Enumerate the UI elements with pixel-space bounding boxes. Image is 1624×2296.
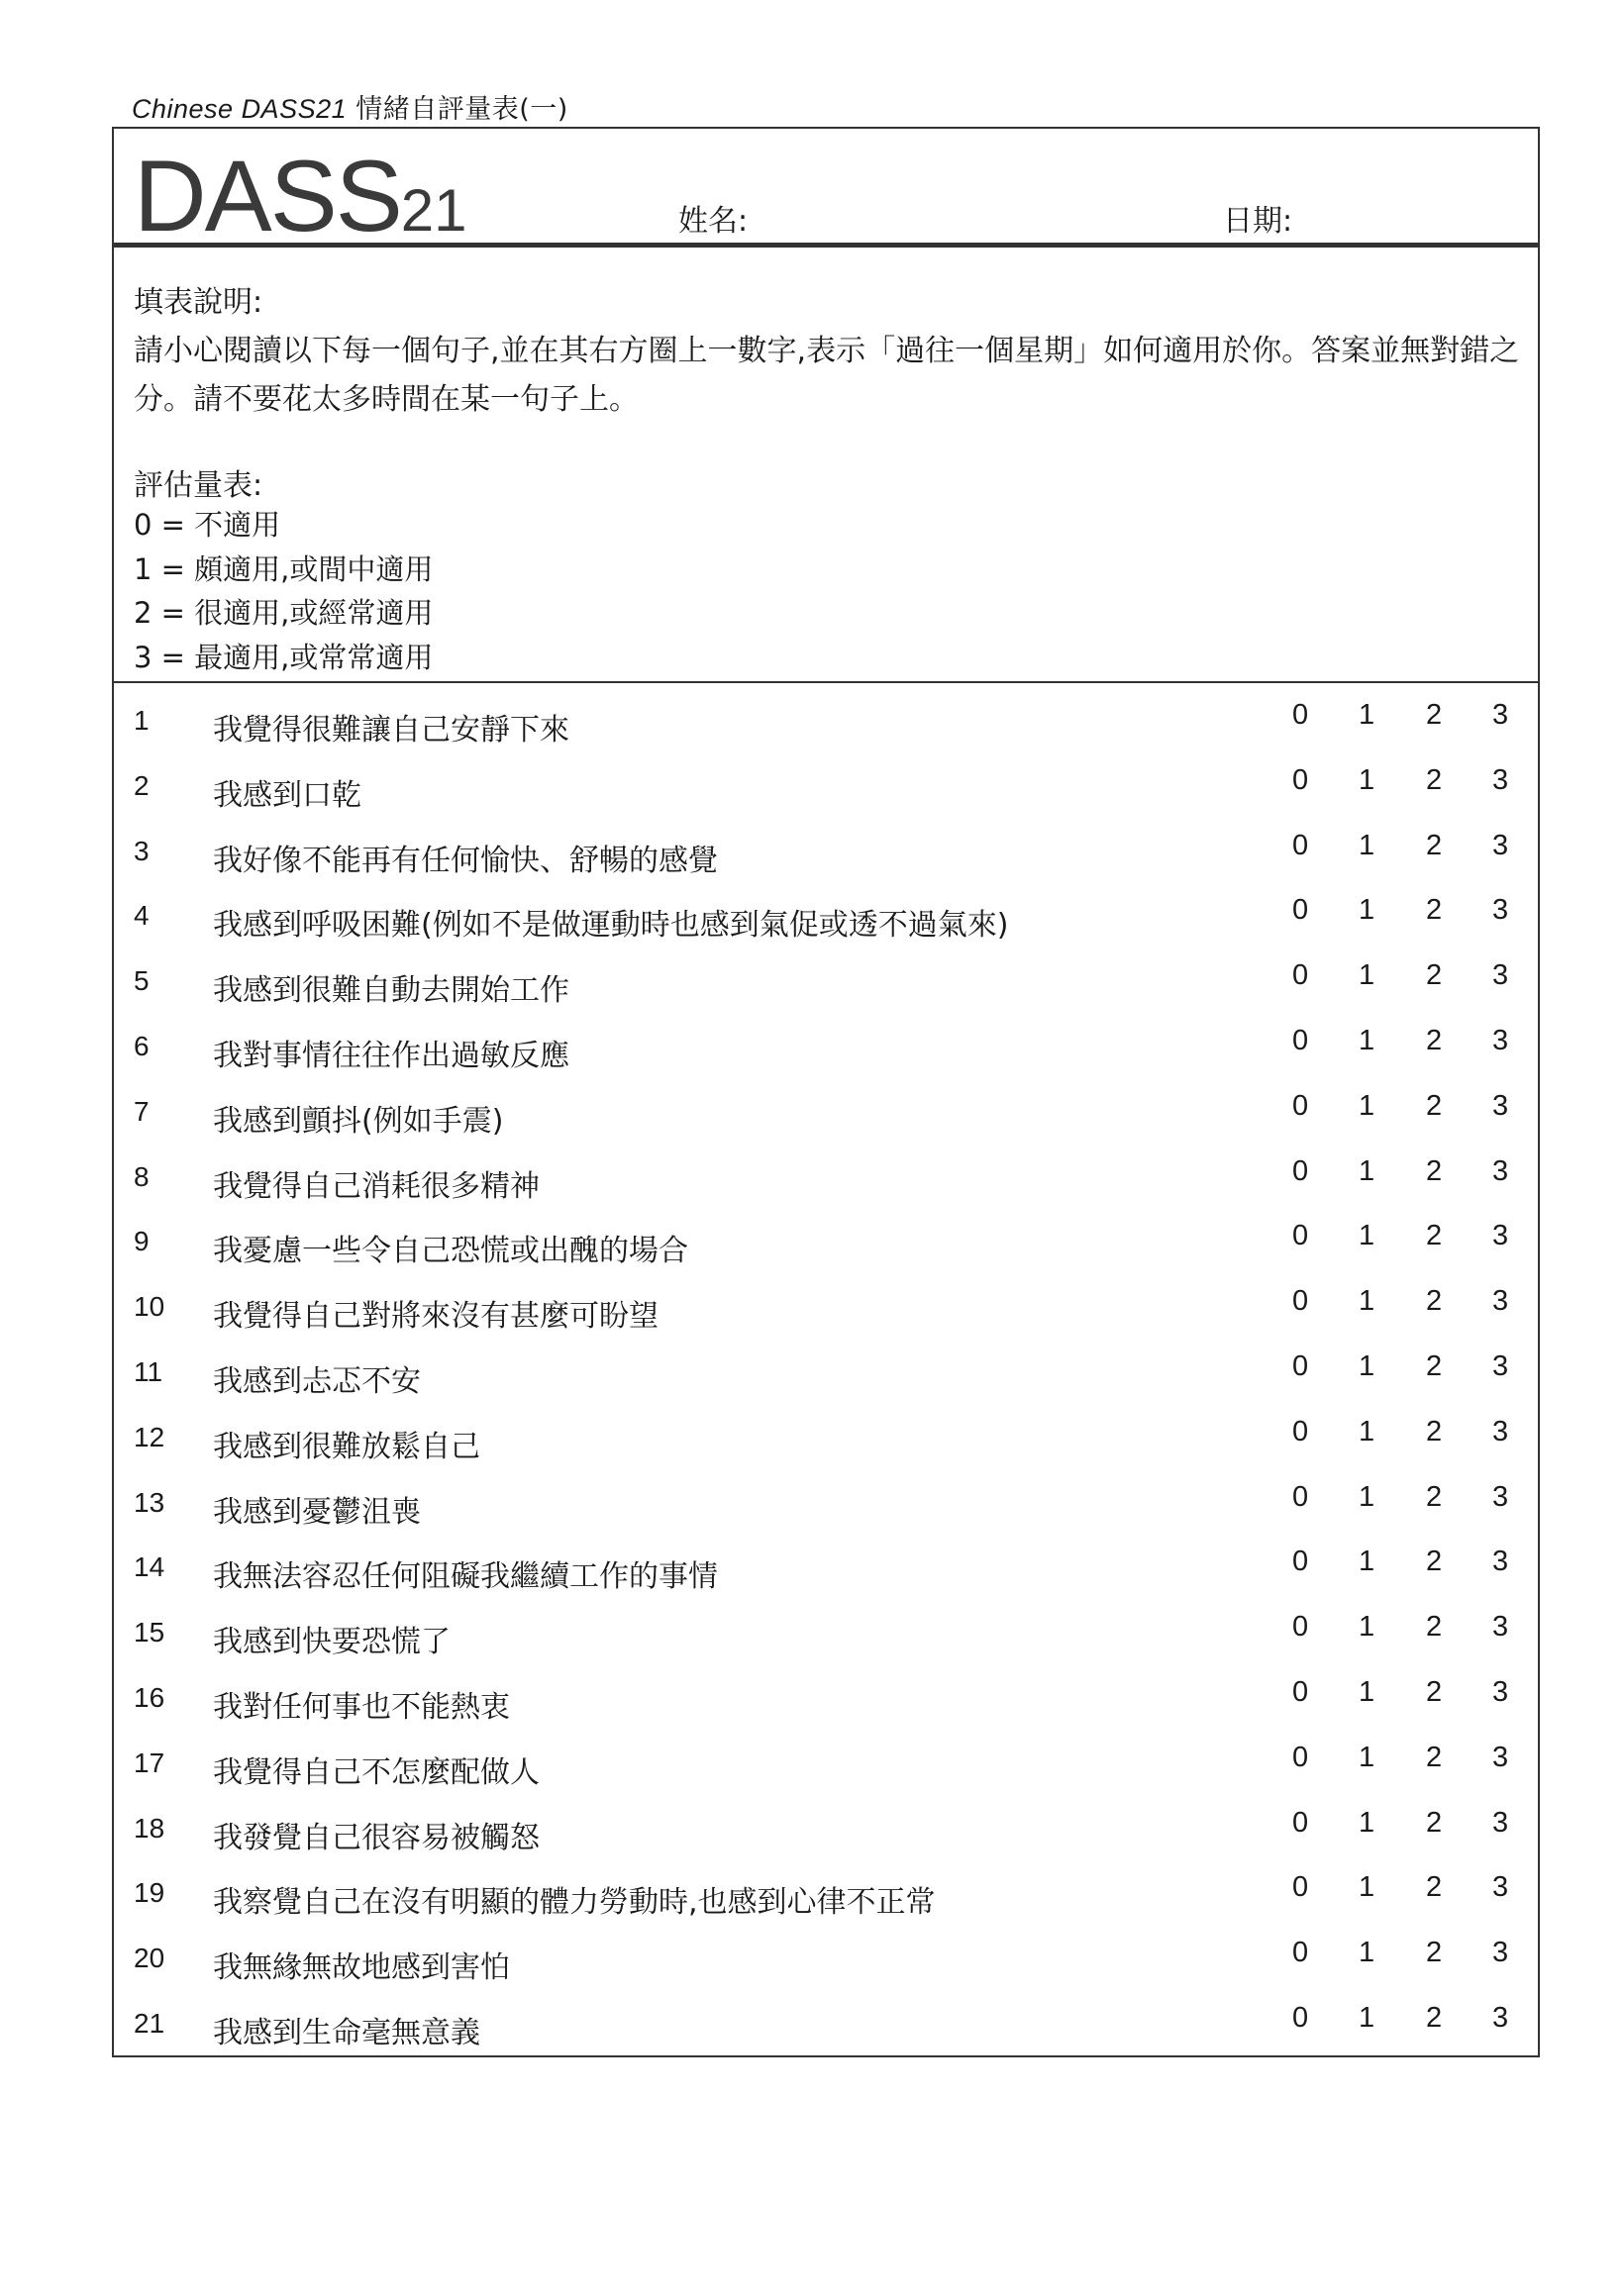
question-row: [114, 1741, 1538, 1813]
question-number: 19: [134, 1877, 165, 1909]
question-text: 我對任何事也不能熱衷: [213, 1689, 510, 1725]
rating-option-2[interactable]: 2: [1426, 1871, 1443, 1904]
question-text: 我無法容忍任何阻礙我繼續工作的事情: [213, 1559, 718, 1595]
question-number: 12: [134, 1421, 165, 1452]
question-row: [114, 1937, 1538, 2008]
rating-option-0[interactable]: 0: [1292, 1611, 1309, 1644]
rating-option-1[interactable]: 1: [1359, 1937, 1375, 1969]
rating-option-3[interactable]: 3: [1492, 1611, 1509, 1644]
rating-scale-heading: 評估量表:: [134, 468, 263, 503]
rating-option-3[interactable]: 3: [1492, 2001, 1509, 2034]
rating-option-0[interactable]: 0: [1292, 1089, 1309, 1122]
rating-option-0[interactable]: 0: [1292, 2001, 1309, 2034]
question-text: 我感到快要恐慌了: [213, 1625, 451, 1660]
rating-option-3[interactable]: 3: [1492, 699, 1509, 731]
question-number: 18: [134, 1812, 165, 1844]
rating-option-1[interactable]: 1: [1359, 763, 1375, 796]
question-row: [114, 2001, 1538, 2073]
rating-scale-level: 1 = 頗適用,或間中適用: [134, 551, 434, 586]
question-row: [114, 1871, 1538, 1943]
rating-option-3[interactable]: 3: [1492, 1285, 1509, 1318]
rating-scale-level: 0 = 不適用: [134, 508, 281, 542]
rating-option-2[interactable]: 2: [1426, 1154, 1443, 1187]
rating-option-0[interactable]: 0: [1292, 1546, 1309, 1578]
document-title-chinese: 情緒自評量表(一): [355, 94, 568, 125]
rating-option-2[interactable]: 2: [1426, 1220, 1443, 1252]
rating-option-1[interactable]: 1: [1359, 959, 1375, 992]
question-row: [114, 1220, 1538, 1291]
question-row: [114, 1285, 1538, 1356]
questionnaire-form: [112, 127, 1540, 2057]
question-number: 16: [134, 1681, 165, 1713]
form-header: [114, 129, 1538, 252]
rating-option-0[interactable]: 0: [1292, 1415, 1309, 1447]
rating-option-0[interactable]: 0: [1292, 1154, 1309, 1187]
rating-option-0[interactable]: 0: [1292, 829, 1309, 861]
instructions-section: [114, 248, 1538, 683]
rating-option-3[interactable]: 3: [1492, 1937, 1509, 1969]
rating-option-0[interactable]: 0: [1292, 1220, 1309, 1252]
question-text: 我憂慮一些令自己恐慌或出醜的場合: [213, 1234, 688, 1269]
question-number: 1: [134, 705, 150, 736]
rating-option-1[interactable]: 1: [1359, 1480, 1375, 1513]
rating-option-3[interactable]: 3: [1492, 1349, 1509, 1382]
rating-option-2[interactable]: 2: [1426, 763, 1443, 796]
rating-option-2[interactable]: 2: [1426, 1480, 1443, 1513]
question-row: [114, 1349, 1538, 1422]
rating-option-1[interactable]: 1: [1359, 829, 1375, 861]
question-row: [114, 829, 1538, 901]
rating-option-3[interactable]: 3: [1492, 894, 1509, 927]
question-number: 9: [134, 1226, 150, 1257]
rating-option-1[interactable]: 1: [1359, 1611, 1375, 1644]
rating-option-3[interactable]: 3: [1492, 1480, 1509, 1513]
question-number: 10: [134, 1291, 165, 1323]
question-number: 13: [134, 1486, 165, 1518]
rating-option-0[interactable]: 0: [1292, 1741, 1309, 1773]
rating-option-2[interactable]: 2: [1426, 1806, 1443, 1839]
rating-option-0[interactable]: 0: [1292, 1024, 1309, 1056]
rating-option-1[interactable]: 1: [1359, 1415, 1375, 1447]
question-number: 14: [134, 1551, 165, 1583]
rating-option-2[interactable]: 2: [1426, 959, 1443, 992]
rating-option-2[interactable]: 2: [1426, 2001, 1443, 2034]
question-row: [114, 699, 1538, 770]
rating-option-2[interactable]: 2: [1426, 1546, 1443, 1578]
instructions-body: 請小心閱讀以下每一個句子,並在其右方圈上一數字,表示「過往一個星期」如何適用於你。答案並無對錯之分。請不要花太多時間在某一句子上。: [134, 334, 1520, 417]
rating-option-1[interactable]: 1: [1359, 1741, 1375, 1773]
question-text: 我感到很難放鬆自己: [213, 1429, 480, 1464]
rating-option-0[interactable]: 0: [1292, 1285, 1309, 1318]
rating-option-0[interactable]: 0: [1292, 1871, 1309, 1904]
question-row: [114, 1024, 1538, 1096]
rating-option-3[interactable]: 3: [1492, 1741, 1509, 1773]
date-field-label: 日期:: [1223, 204, 1293, 239]
question-text: 我感到很難自動去開始工作: [213, 973, 569, 1009]
question-number: 20: [134, 1943, 165, 1974]
rating-option-1[interactable]: 1: [1359, 1285, 1375, 1318]
rating-option-2[interactable]: 2: [1426, 1285, 1443, 1318]
rating-option-2[interactable]: 2: [1426, 1415, 1443, 1447]
question-number: 15: [134, 1617, 165, 1648]
rating-option-3[interactable]: 3: [1492, 1089, 1509, 1122]
rating-option-3[interactable]: 3: [1492, 1154, 1509, 1187]
question-text: 我覺得自己消耗很多精神: [213, 1168, 540, 1204]
question-number: 17: [134, 1747, 165, 1778]
question-number: 4: [134, 900, 150, 932]
rating-option-2[interactable]: 2: [1426, 829, 1443, 861]
rating-option-0[interactable]: 0: [1292, 1675, 1309, 1708]
question-row: [114, 1415, 1538, 1487]
rating-option-2[interactable]: 2: [1426, 894, 1443, 927]
rating-option-1[interactable]: 1: [1359, 1089, 1375, 1122]
rating-option-1[interactable]: 1: [1359, 1675, 1375, 1708]
rating-option-2[interactable]: 2: [1426, 1024, 1443, 1056]
rating-option-3[interactable]: 3: [1492, 1220, 1509, 1252]
rating-scale-level: 2 = 很適用,或經常適用: [134, 596, 434, 630]
question-text: 我感到生命毫無意義: [213, 2015, 480, 2050]
question-number: 7: [134, 1095, 150, 1127]
rating-option-2[interactable]: 2: [1426, 1089, 1443, 1122]
rating-option-1[interactable]: 1: [1359, 1349, 1375, 1382]
rating-scale-list: [134, 503, 433, 679]
rating-option-0[interactable]: 0: [1292, 1349, 1309, 1382]
rating-option-3[interactable]: 3: [1492, 1415, 1509, 1447]
rating-option-0[interactable]: 0: [1292, 763, 1309, 796]
rating-option-1[interactable]: 1: [1359, 894, 1375, 927]
question-number: 8: [134, 1160, 150, 1192]
document-title-english: Chinese DASS21: [132, 94, 348, 124]
question-number: 11: [134, 1355, 163, 1387]
question-row: [114, 1675, 1538, 1747]
rating-option-1[interactable]: 1: [1359, 1220, 1375, 1252]
question-text: 我對事情往往作出過敏反應: [213, 1038, 569, 1073]
dass21-logo: [134, 139, 467, 254]
rating-option-2[interactable]: 2: [1426, 1937, 1443, 1969]
question-number: 5: [134, 965, 150, 997]
rating-option-0[interactable]: 0: [1292, 699, 1309, 731]
rating-option-2[interactable]: 2: [1426, 1675, 1443, 1708]
question-text: 我感到顫抖(例如手震): [213, 1103, 504, 1139]
logo-text: DASS: [134, 140, 401, 252]
rating-option-1[interactable]: 1: [1359, 1154, 1375, 1187]
instructions-heading: 填表說明:: [134, 285, 263, 320]
rating-option-1[interactable]: 1: [1359, 2001, 1375, 2034]
question-row: [114, 1480, 1538, 1552]
rating-option-0[interactable]: 0: [1292, 1937, 1309, 1969]
question-number: 3: [134, 835, 150, 866]
rating-option-3[interactable]: 3: [1492, 1024, 1509, 1056]
rating-option-0[interactable]: 0: [1292, 1480, 1309, 1513]
question-list: [114, 699, 1538, 2073]
question-row: [114, 1089, 1538, 1161]
rating-option-3[interactable]: 3: [1492, 763, 1509, 796]
question-row: [114, 1806, 1538, 1878]
rating-option-1[interactable]: 1: [1359, 1806, 1375, 1839]
rating-option-0[interactable]: 0: [1292, 1806, 1309, 1839]
question-text: 我感到呼吸困難(例如不是做運動時也感到氣促或透不過氣來): [213, 908, 1009, 944]
rating-option-3[interactable]: 3: [1492, 1675, 1509, 1708]
rating-option-3[interactable]: 3: [1492, 1546, 1509, 1578]
rating-option-3[interactable]: 3: [1492, 1806, 1509, 1839]
logo-number: 21: [400, 177, 467, 244]
document-title: [132, 87, 568, 126]
question-text: 我覺得自己對將來沒有甚麼可盼望: [213, 1299, 659, 1335]
question-text: 我感到口乾: [213, 777, 361, 813]
question-text: 我好像不能再有任何愉快、舒暢的感覺: [213, 843, 718, 878]
rating-option-2[interactable]: 2: [1426, 1741, 1443, 1773]
question-text: 我覺得自己不怎麼配做人: [213, 1754, 540, 1790]
rating-option-0[interactable]: 0: [1292, 894, 1309, 927]
rating-option-2[interactable]: 2: [1426, 1349, 1443, 1382]
rating-option-3[interactable]: 3: [1492, 1871, 1509, 1904]
question-row: [114, 1546, 1538, 1617]
question-number: 6: [134, 1030, 150, 1061]
rating-option-3[interactable]: 3: [1492, 829, 1509, 861]
question-row: [114, 1154, 1538, 1227]
question-row: [114, 959, 1538, 1031]
question-text: 我發覺自己很容易被觸怒: [213, 1820, 540, 1855]
rating-option-0[interactable]: 0: [1292, 959, 1309, 992]
question-row: [114, 1611, 1538, 1682]
rating-option-2[interactable]: 2: [1426, 699, 1443, 731]
rating-option-1[interactable]: 1: [1359, 1871, 1375, 1904]
rating-option-1[interactable]: 1: [1359, 1546, 1375, 1578]
rating-scale-level: 3 = 最適用,或常常適用: [134, 640, 434, 674]
question-number: 21: [134, 2007, 165, 2039]
question-text: 我感到忐忑不安: [213, 1363, 421, 1399]
rating-option-1[interactable]: 1: [1359, 699, 1375, 731]
name-field-label: 姓名:: [678, 204, 749, 239]
question-text: 我覺得很難讓自己安靜下來: [213, 713, 569, 748]
rating-option-2[interactable]: 2: [1426, 1611, 1443, 1644]
question-row: [114, 763, 1538, 836]
rating-option-3[interactable]: 3: [1492, 959, 1509, 992]
rating-option-1[interactable]: 1: [1359, 1024, 1375, 1056]
question-row: [114, 894, 1538, 965]
question-text: 我感到憂鬱沮喪: [213, 1494, 421, 1530]
question-text: 我察覺自己在沒有明顯的體力勞動時,也感到心律不正常: [213, 1885, 936, 1921]
question-number: 2: [134, 769, 150, 801]
question-text: 我無緣無故地感到害怕: [213, 1950, 510, 1986]
